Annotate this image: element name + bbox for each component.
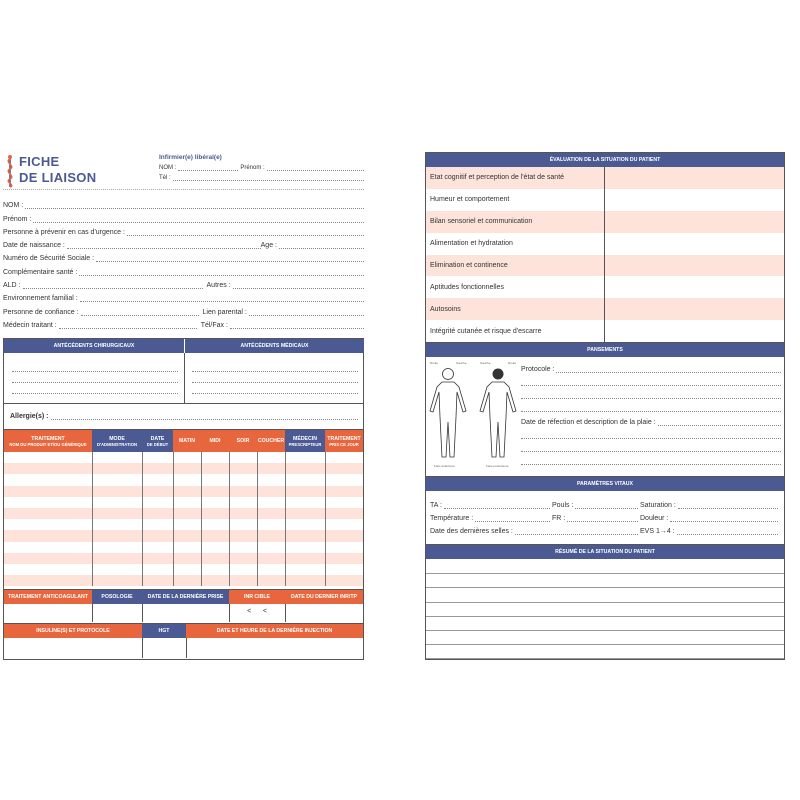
vitaux-header: PARAMÈTRES VITAUX	[426, 477, 784, 491]
right-page	[425, 152, 785, 660]
fr-field[interactable]	[567, 515, 638, 522]
evaluation-item-label: Aptitudes fonctionnelles	[430, 283, 504, 291]
evaluation-row[interactable]	[426, 277, 784, 299]
evs-label: EVS 1→4 :	[640, 528, 675, 535]
secu-label: Numéro de Sécurité Sociale :	[3, 255, 95, 263]
evaluation-item-label: Etat cognitif et perception de l'état de santé	[430, 174, 565, 182]
treatment-row[interactable]	[4, 508, 363, 519]
th-anticoag: TRAITEMENT ANTICOAGULANT	[4, 590, 92, 604]
nom-label: NOM :	[3, 202, 24, 210]
infirmier-nom-label: NOM :	[159, 165, 177, 171]
evaluation-item-label: Intégrité cutanée et risque d'escarre	[430, 327, 542, 335]
antecedents-medicaux-header: ANTÉCÉDENTS MÉDICAUX	[184, 339, 364, 353]
infirmier-title: Infirmier(e) libéral(e)	[159, 154, 222, 161]
ta-field[interactable]	[444, 502, 550, 509]
evaluation-row[interactable]	[426, 255, 784, 277]
th-hgt: HGT	[142, 624, 186, 638]
treatment-row[interactable]	[4, 542, 363, 553]
saturation-label: Saturation :	[640, 502, 676, 509]
fig-label-gauche-1: Gauche	[456, 361, 467, 365]
infirmier-block	[159, 154, 364, 181]
temperature-field[interactable]	[475, 515, 550, 522]
th-pris: TRAITEMENT PRIS CE JOUR	[325, 430, 363, 452]
anticoag-table	[3, 590, 364, 624]
evaluation-row[interactable]	[426, 167, 784, 189]
treatment-row[interactable]	[4, 463, 363, 474]
confiance-label: Personne de confiance :	[3, 308, 79, 316]
complementaire-field[interactable]	[79, 269, 364, 276]
environnement-label: Environnement familial :	[3, 295, 78, 303]
douleur-field[interactable]	[670, 515, 778, 522]
allergies-box	[3, 404, 364, 430]
naissance-label: Date de naissance :	[3, 242, 65, 250]
complementaire-label: Complémentaire santé :	[3, 268, 78, 276]
infirmier-nom-field[interactable]	[178, 164, 238, 171]
evs-field[interactable]	[677, 528, 778, 535]
pansements-box	[425, 343, 785, 477]
lien-label: Lien parental :	[202, 308, 247, 316]
th-medecin: MÉDECIN PRESCRIPTEUR	[285, 430, 325, 452]
fig-label-gauche-2: Gauche	[480, 361, 491, 365]
ta-label: TA :	[430, 502, 442, 509]
th-inr: INR CIBLE	[229, 590, 285, 604]
urgence-label: Personne à prévenir en cas d'urgence :	[3, 228, 125, 236]
prenom-label: Prénom :	[3, 215, 32, 223]
medecin-label: Médecin traitant :	[3, 321, 57, 329]
temperature-label: Température :	[430, 515, 474, 522]
antecedents-medicaux-field[interactable]	[192, 361, 358, 394]
fr-label: FR :	[552, 515, 566, 522]
patient-fields	[3, 196, 364, 329]
treatment-row[interactable]	[4, 575, 363, 586]
refection-field[interactable]	[658, 419, 781, 426]
secu-field[interactable]	[96, 255, 364, 262]
fig-caption-front: Face antérieure	[434, 464, 456, 468]
body-back-icon	[476, 367, 520, 463]
th-matin: MATIN	[173, 430, 201, 452]
saturation-field[interactable]	[678, 502, 778, 509]
evaluation-row[interactable]	[426, 320, 784, 342]
evaluation-item-label: Elimination et continence	[430, 262, 508, 270]
insuline-table	[3, 624, 364, 660]
protocole-field[interactable]	[556, 366, 781, 373]
header-separator	[3, 189, 364, 190]
body-front-icon	[426, 367, 470, 463]
selles-label: Date des dernières selles :	[430, 528, 513, 535]
th-midi: MIDI	[201, 430, 229, 452]
fig-caption-back: Face postérieure	[486, 464, 509, 468]
confiance-field[interactable]	[81, 309, 199, 316]
th-traitement: TRAITEMENT NOM DU PRODUIT ET/OU GÉNÉRIQUE	[4, 430, 92, 452]
protocole-block	[521, 363, 781, 465]
telfax-label: Tél/Fax :	[200, 321, 228, 329]
treatment-row[interactable]	[4, 564, 363, 575]
nom-field[interactable]	[25, 202, 364, 209]
th-mode: MODE D'ADMINISTRATION	[92, 430, 142, 452]
allergies-label: Allergie(s) :	[10, 413, 49, 421]
left-page	[3, 152, 364, 660]
treatment-row[interactable]	[4, 452, 363, 463]
treatment-row[interactable]	[4, 497, 363, 508]
infirmier-tel-field[interactable]	[173, 174, 364, 181]
evaluation-header: ÉVALUATION DE LA SITUATION DU PATIENT	[426, 153, 784, 167]
selles-field[interactable]	[515, 528, 638, 535]
autres-label: Autres :	[206, 282, 231, 290]
ald-field[interactable]	[23, 282, 203, 289]
treatment-table	[3, 430, 364, 590]
th-posologie: POSOLOGIE	[92, 590, 142, 604]
evaluation-row[interactable]	[426, 233, 784, 255]
infirmier-prenom-field[interactable]	[267, 164, 364, 171]
environnement-field[interactable]	[80, 295, 364, 302]
evaluation-item-label: Alimentation et hydratation	[430, 240, 513, 248]
vitaux-box	[425, 477, 785, 545]
evaluation-item-label: Humeur et comportement	[430, 196, 510, 204]
lien-field[interactable]	[249, 309, 364, 316]
telfax-field[interactable]	[230, 322, 364, 329]
antecedents-chirurgicaux-field[interactable]	[12, 361, 178, 394]
urgence-field[interactable]	[127, 229, 364, 236]
th-date-injection: DATE ET HEURE DE LA DERNIÈRE INJECTION	[186, 624, 363, 638]
th-soir: SOIR	[229, 430, 257, 452]
pansements-header: PANSEMENTS	[426, 343, 784, 357]
evaluation-item-label: Bilan sensoriel et communication	[430, 218, 533, 226]
antecedents-box	[3, 338, 364, 404]
resume-box	[425, 545, 785, 660]
th-coucher: COUCHER	[257, 430, 285, 452]
infirmier-tel-label: Tél :	[159, 175, 171, 181]
age-field[interactable]	[279, 242, 364, 249]
treatment-row[interactable]	[4, 553, 363, 564]
resume-header: RÉSUMÉ DE LA SITUATION DU PATIENT	[426, 545, 784, 559]
treatment-row[interactable]	[4, 530, 363, 541]
logo-line2: DE LIAISON	[19, 170, 97, 185]
evaluation-row[interactable]	[426, 298, 784, 320]
inr-values[interactable]: < <	[247, 608, 267, 615]
evaluation-box	[425, 152, 785, 343]
pouls-label: Pouls :	[552, 502, 574, 509]
treatment-row[interactable]	[4, 486, 363, 497]
infirmier-prenom-label: Prénom :	[240, 165, 265, 171]
age-label: Age :	[260, 242, 277, 250]
autres-field[interactable]	[233, 282, 364, 289]
evaluation-row[interactable]	[426, 189, 784, 211]
evaluation-item-label: Autosoins	[430, 305, 461, 313]
fig-label-droite-2: Droite	[508, 361, 517, 365]
th-insulines: INSULINE(S) ET PROTOCOLE	[4, 624, 142, 638]
ald-label: ALD :	[3, 282, 21, 290]
caduceus-icon	[3, 154, 17, 188]
th-date-inr: DATE DU DERNIER INR/TP	[285, 590, 363, 604]
antecedents-chirurgicaux-header: ANTÉCÉDENTS CHIRURGICAUX	[4, 339, 184, 353]
antecedents-divider	[184, 353, 185, 403]
logo-line1: FICHE	[19, 154, 60, 169]
refection-label: Date de réfection et description de la plaie :	[521, 419, 656, 426]
douleur-label: Douleur :	[640, 515, 669, 522]
prenom-field[interactable]	[33, 216, 364, 223]
th-date-prise: DATE DE LA DERNIÈRE PRISE	[142, 590, 229, 604]
evaluation-row[interactable]	[426, 211, 784, 233]
fig-label-droite-1: Droite	[430, 361, 439, 365]
medecin-field[interactable]	[59, 322, 197, 329]
naissance-field[interactable]	[67, 242, 261, 249]
allergies-field[interactable]	[51, 413, 358, 420]
th-date: DATE DE DÉBUT	[142, 430, 173, 452]
treatment-row[interactable]	[4, 474, 363, 485]
pouls-field[interactable]	[575, 502, 638, 509]
treatment-row[interactable]	[4, 519, 363, 530]
logo	[3, 152, 103, 192]
protocole-label: Protocole :	[521, 366, 555, 373]
